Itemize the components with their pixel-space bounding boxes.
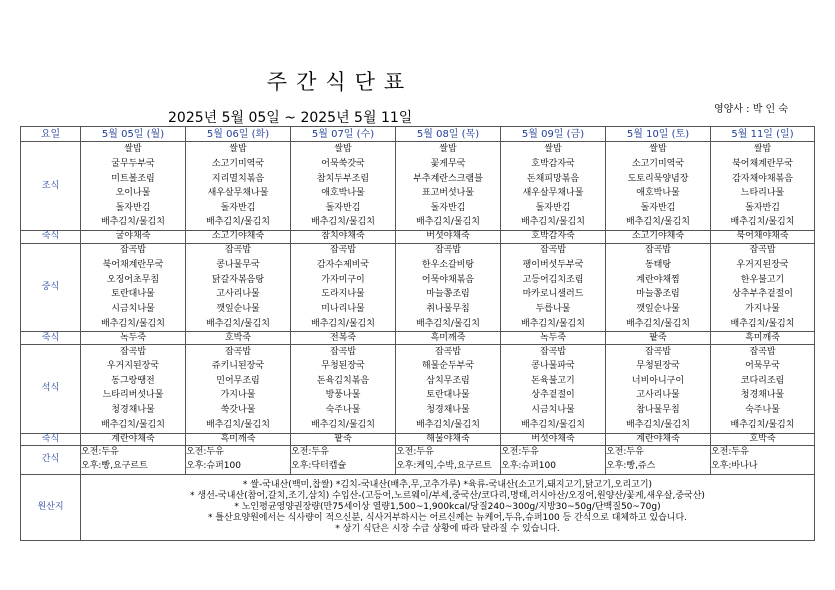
menu-item: 팽이버섯두부국	[522, 260, 584, 271]
menu-item: 감자채야채볶음	[732, 173, 793, 184]
menu-item-list	[291, 446, 395, 474]
menu-item: 돌자반김	[220, 202, 256, 213]
menu-item: 배추김치/물김치	[101, 318, 165, 329]
meal-label-lunch: 중식	[21, 243, 81, 332]
menu-item: 배추김치/물김치	[730, 318, 795, 329]
menu-item: 느타리버섯나물	[102, 390, 164, 401]
lunch-row	[21, 243, 815, 332]
menu-cell	[606, 344, 711, 433]
menu-item: 배추김치/물김치	[730, 419, 795, 430]
menu-item: 가지나물	[745, 303, 780, 314]
menu-item: 마늘쫑조림	[636, 289, 680, 300]
menu-cell	[291, 243, 396, 332]
porridge-cell: 녹두죽	[81, 332, 186, 344]
menu-period: 2025년 5월 05일 ~ 2025년 5월 11일	[168, 110, 413, 126]
menu-item: 깻잎순나물	[216, 303, 260, 314]
menu-item: 참나물무침	[636, 405, 680, 416]
menu-item-list	[291, 244, 395, 332]
menu-item: 새우살무채나물	[522, 188, 584, 199]
menu-cell	[711, 142, 815, 231]
menu-item: 오후:닥터캡슐	[291, 461, 347, 472]
menu-item: 애호박나물	[636, 188, 680, 199]
menu-item: 콩나물파국	[531, 361, 575, 372]
origin-label: 원산지	[21, 474, 81, 540]
menu-item: 참치두부조림	[316, 173, 370, 184]
dinner-row	[21, 344, 815, 433]
menu-item: 부추계란스크램블	[413, 173, 483, 184]
menu-item-list	[81, 142, 185, 230]
meal-label-porridge: 죽식	[21, 332, 81, 344]
menu-cell	[291, 142, 396, 231]
menu-item: 취나물무침	[426, 303, 470, 314]
menu-item: 돌자반김	[325, 202, 361, 213]
menu-item: 가자미구이	[321, 274, 365, 285]
menu-item: 오후:슈퍼100	[501, 461, 556, 472]
header-day: 5월 10일 (토)	[606, 127, 711, 142]
porridge-cell: 소고기야채죽	[186, 231, 291, 243]
menu-cell	[501, 344, 606, 433]
menu-item-list	[81, 345, 185, 433]
menu-cell	[81, 142, 186, 231]
weekly-menu-table	[20, 126, 815, 541]
menu-cell	[606, 142, 711, 231]
menu-item: 미나리나물	[321, 303, 365, 314]
menu-item: 잡곡밥	[224, 245, 252, 256]
menu-item: 잡곡밥	[329, 245, 357, 256]
menu-cell	[396, 344, 501, 433]
menu-item: 숙주나물	[745, 405, 780, 416]
menu-cell	[501, 243, 606, 332]
menu-item: 쌀밥	[544, 144, 562, 155]
porridge-cell: 참치야채죽	[291, 231, 396, 243]
menu-item: 북어채계란무국	[102, 260, 164, 271]
menu-item: 어묵야채볶음	[421, 274, 475, 285]
dinner-porridge-row	[21, 433, 815, 445]
menu-item-list	[186, 446, 290, 474]
menu-item-list	[396, 446, 500, 474]
menu-item: 삼치무조림	[426, 375, 470, 386]
breakfast-porridge-row	[21, 231, 815, 243]
menu-item: 고사리나물	[636, 390, 680, 401]
menu-item-list	[81, 446, 185, 474]
menu-item: 배추김치/물김치	[626, 217, 690, 228]
menu-item: 표고버섯나물	[421, 188, 475, 199]
header-day: 5월 07일 (수)	[291, 127, 396, 142]
porridge-cell: 흑미깨죽	[711, 332, 815, 344]
menu-cell	[711, 243, 815, 332]
menu-item: 배추김치/물김치	[626, 419, 690, 430]
menu-item-list	[711, 446, 814, 474]
menu-item: 오후:바나나	[711, 461, 758, 472]
menu-item: 배추김치/물김치	[311, 318, 375, 329]
menu-item: 오전:두유	[606, 447, 644, 458]
menu-cell	[396, 142, 501, 231]
origin-note-line: * 생선-국내산(참어,갈치,조기,삼치) 수입산-(고등어,노르웨이/부세,중국산/코다리,명태,러시아산/오징어,원양산/꽃게,새우살,중국산)	[190, 490, 705, 501]
menu-item: 잡곡밥	[119, 245, 147, 256]
porridge-cell: 팥죽	[606, 332, 711, 344]
menu-item: 시금치나물	[531, 405, 575, 416]
menu-item: 돌자반김	[430, 202, 466, 213]
menu-cell	[81, 344, 186, 433]
menu-cell	[606, 243, 711, 332]
lunch-porridge-row	[21, 332, 815, 344]
menu-item-list	[396, 244, 500, 332]
header-day: 5월 09일 (금)	[501, 127, 606, 142]
meal-label-porridge: 죽식	[21, 433, 81, 445]
porridge-cell: 계란야채죽	[606, 433, 711, 445]
porridge-cell: 버섯야채죽	[501, 433, 606, 445]
menu-item-list	[396, 142, 500, 230]
menu-item-list	[711, 142, 814, 230]
menu-item: 도토리묵양념장	[627, 173, 689, 184]
menu-item: 배추김치/물김치	[730, 217, 795, 228]
menu-item: 한우소갈비탕	[421, 260, 475, 271]
menu-item: 잡곡밥	[644, 245, 672, 256]
snack-row	[21, 445, 815, 474]
menu-item: 쌀밥	[124, 144, 142, 155]
menu-item-list	[291, 142, 395, 230]
porridge-cell: 해물야채죽	[396, 433, 501, 445]
menu-item: 오전:두유	[711, 447, 749, 458]
header-day: 5월 06일 (화)	[186, 127, 291, 142]
menu-item: 잡곡밥	[749, 245, 776, 256]
menu-item: 오이나물	[115, 188, 151, 199]
menu-item-list	[606, 142, 710, 230]
menu-cell	[501, 142, 606, 231]
menu-item: 배추김치/물김치	[626, 318, 690, 329]
menu-item: 쌀밥	[439, 144, 457, 155]
menu-item: 배추김치/물김치	[206, 318, 270, 329]
menu-item: 쌀밥	[229, 144, 247, 155]
menu-item: 시금치나물	[111, 303, 155, 314]
porridge-cell: 소고기야채죽	[606, 231, 711, 243]
snack-cell	[186, 445, 291, 474]
menu-item-list	[606, 446, 710, 474]
menu-cell	[291, 344, 396, 433]
header-day: 5월 08일 (목)	[396, 127, 501, 142]
origin-note-line: * 틀산요양원에서는 식사량이 적으신분, 식사거부하시는 어르신께는 뉴케어,두유,슈퍼100 등 간식으로 대체하고 있습니다.	[207, 512, 688, 523]
menu-item: 콩나물무국	[216, 260, 260, 271]
menu-item: 청경채나물	[111, 405, 155, 416]
porridge-cell: 호박죽	[186, 332, 291, 344]
menu-item: 배추김치/물김치	[416, 318, 480, 329]
porridge-cell: 호박죽	[711, 433, 815, 445]
menu-item-list	[711, 345, 814, 433]
menu-item: 민어무조림	[216, 375, 260, 386]
snack-cell	[81, 445, 186, 474]
menu-item: 잡곡밥	[539, 346, 567, 357]
menu-item: 돌자반김	[640, 202, 676, 213]
menu-item: 배추김치/물김치	[101, 217, 165, 228]
meal-label-snack: 간식	[21, 445, 81, 474]
menu-item: 돈육김치볶음	[316, 375, 370, 386]
menu-item: 두릅나물	[535, 303, 571, 314]
menu-item: 잡곡밥	[434, 245, 462, 256]
origin-notes	[81, 474, 815, 540]
menu-item: 청경채나물	[426, 405, 470, 416]
menu-item: 꽃게무국	[430, 158, 466, 169]
menu-item-list	[396, 345, 500, 433]
menu-item: 쌀밥	[334, 144, 352, 155]
menu-item: 쥬키니된장국	[211, 361, 265, 372]
meal-label-dinner: 석식	[21, 344, 81, 433]
menu-item: 배추김치/물김치	[311, 419, 375, 430]
menu-item: 쌀밥	[753, 144, 772, 155]
menu-item: 잡곡밥	[434, 346, 462, 357]
menu-item: 잡곡밥	[119, 346, 147, 357]
menu-cell	[396, 243, 501, 332]
menu-item: 동그랑땡전	[111, 375, 155, 386]
nutritionist-label: 영양사 : 박 인 숙	[714, 104, 789, 115]
menu-item: 토란대나물	[426, 390, 470, 401]
menu-item: 너비아니구이	[631, 375, 685, 386]
header-row	[21, 127, 815, 142]
menu-item: 어묵무국	[745, 361, 780, 372]
origin-note-line: * 상기 식단은 시장 수급 상황에 따라 달라질 수 있습니다.	[335, 523, 560, 534]
menu-item: 돌자반김	[115, 202, 151, 213]
menu-item: 소고기미역국	[631, 158, 685, 169]
snack-cell	[396, 445, 501, 474]
menu-item: 배추김치/물김치	[416, 217, 480, 228]
menu-item: 배추김치/물김치	[206, 419, 270, 430]
menu-item: 잡곡밥	[749, 346, 776, 357]
menu-cell	[711, 344, 815, 433]
menu-item: 상추겉절이	[531, 390, 575, 401]
menu-item: 오후:빵,요구르트	[81, 461, 148, 472]
menu-item: 북어채계란무국	[732, 158, 793, 169]
origin-note-line: * 쌀-국내산(백미,찹쌀) *김치-국내산(배추,무,고추가루) *육류-국내산(소고기,돼지고기,닭고기,오리고기)	[242, 479, 653, 490]
menu-item: 무청된장국	[321, 361, 365, 372]
menu-item: 돌자반김	[745, 202, 780, 213]
porridge-cell: 계란야채죽	[81, 433, 186, 445]
menu-cell	[186, 344, 291, 433]
menu-item-list	[186, 244, 290, 332]
snack-cell	[291, 445, 396, 474]
porridge-cell: 북어채야채죽	[711, 231, 815, 243]
menu-item: 오전:두유	[501, 447, 539, 458]
porridge-cell: 호박감자죽	[501, 231, 606, 243]
menu-item-list	[81, 244, 185, 332]
menu-item: 청경채나물	[740, 390, 785, 401]
menu-item: 배추김치/물김치	[206, 217, 270, 228]
menu-item-list	[186, 345, 290, 433]
menu-item: 쌀밥	[649, 144, 667, 155]
menu-item: 새우살무채나물	[207, 188, 269, 199]
menu-item: 토란대나물	[111, 289, 155, 300]
menu-item: 오전:두유	[81, 447, 119, 458]
menu-item-list	[186, 142, 290, 230]
menu-item: 오후:케익,수박,요구르트	[396, 461, 492, 472]
page-title: 주간식단표	[266, 70, 414, 94]
header-day: 5월 11일 (일)	[711, 127, 815, 142]
menu-item: 오징어초무침	[106, 274, 160, 285]
menu-cell	[186, 142, 291, 231]
menu-item-list	[291, 345, 395, 433]
menu-item: 애호박나물	[321, 188, 365, 199]
menu-item: 쑥갓나물	[220, 405, 256, 416]
menu-item: 무청된장국	[636, 361, 680, 372]
menu-item: 돌자반김	[535, 202, 571, 213]
menu-item: 마카로니샐러드	[522, 289, 584, 300]
snack-cell	[606, 445, 711, 474]
menu-item: 어묵쑥갓국	[321, 158, 365, 169]
menu-item: 한우불고기	[740, 274, 785, 285]
menu-item: 소고기미역국	[211, 158, 265, 169]
porridge-cell: 흑미깨죽	[186, 433, 291, 445]
menu-item: 오후:슈퍼100	[186, 461, 241, 472]
meal-label-porridge: 죽식	[21, 231, 81, 243]
porridge-cell: 흑미깨죽	[396, 332, 501, 344]
menu-item: 오전:두유	[396, 447, 434, 458]
menu-item: 배추김치/물김치	[521, 217, 585, 228]
menu-item: 배추김치/물김치	[311, 217, 375, 228]
menu-item: 가지나물	[220, 390, 256, 401]
menu-item: 굴무두부국	[111, 158, 155, 169]
menu-item: 오전:두유	[291, 447, 329, 458]
menu-item: 마늘쫑조림	[426, 289, 470, 300]
breakfast-row	[21, 142, 815, 231]
menu-item: 배추김치/물김치	[416, 419, 480, 430]
menu-item: 잡곡밥	[329, 346, 357, 357]
menu-item: 해물순두부국	[421, 361, 475, 372]
menu-item: 잡곡밥	[539, 245, 567, 256]
menu-item-list	[501, 244, 605, 332]
menu-item-list	[606, 345, 710, 433]
menu-cell	[186, 243, 291, 332]
menu-item: 배추김치/물김치	[101, 419, 165, 430]
porridge-cell: 팥죽	[291, 433, 396, 445]
menu-item: 계란야채찜	[636, 274, 680, 285]
menu-item: 숙주나물	[325, 405, 361, 416]
snack-cell	[711, 445, 815, 474]
menu-item: 잡곡밥	[224, 346, 252, 357]
menu-item-list	[501, 446, 605, 474]
meal-label-breakfast: 조식	[21, 142, 81, 231]
menu-item: 고사리나물	[216, 289, 260, 300]
menu-item: 배추김치/물김치	[521, 419, 585, 430]
menu-item-list	[501, 142, 605, 230]
menu-item: 돈육불고기	[531, 375, 575, 386]
menu-item: 감자수제비국	[316, 260, 370, 271]
menu-item: 배추김치/물김치	[521, 318, 585, 329]
menu-item: 동태탕	[644, 260, 672, 271]
menu-item: 느타리나물	[740, 188, 785, 199]
menu-item: 도라지나물	[321, 289, 365, 300]
menu-item: 오후:빵,쥬스	[606, 461, 656, 472]
porridge-cell: 전복죽	[291, 332, 396, 344]
origin-row	[21, 474, 815, 540]
menu-item: 호박감자국	[531, 158, 575, 169]
menu-item: 우거지된장국	[106, 361, 160, 372]
menu-item: 깻잎순나물	[636, 303, 680, 314]
menu-item-list	[501, 345, 605, 433]
menu-item: 우거지된장국	[736, 260, 789, 271]
menu-item: 코다리조림	[740, 375, 785, 386]
menu-item-list	[711, 244, 814, 332]
menu-item: 오전:두유	[186, 447, 224, 458]
menu-cell	[81, 243, 186, 332]
menu-item: 돈채피망볶음	[526, 173, 580, 184]
menu-item: 상추부추겉절이	[732, 289, 793, 300]
menu-item: 지리멸치볶음	[211, 173, 265, 184]
menu-item: 잡곡밥	[644, 346, 672, 357]
menu-item: 방풍나물	[325, 390, 361, 401]
porridge-cell: 굴야채죽	[81, 231, 186, 243]
origin-note-line: * 노인평균영양권장량(만75세이상 열량1,500~1,900kcal/당질240~300g/지방30~50g/단백질50~70g)	[234, 501, 661, 512]
porridge-cell: 녹두죽	[501, 332, 606, 344]
header-label: 요일	[21, 127, 81, 142]
header-day: 5월 05일 (월)	[81, 127, 186, 142]
snack-cell	[501, 445, 606, 474]
menu-item: 고등어김치조림	[522, 274, 584, 285]
menu-item: 닭갈자볶음탕	[211, 274, 265, 285]
menu-item-list	[606, 244, 710, 332]
menu-item: 미트볼조림	[111, 173, 155, 184]
porridge-cell: 버섯야채죽	[396, 231, 501, 243]
